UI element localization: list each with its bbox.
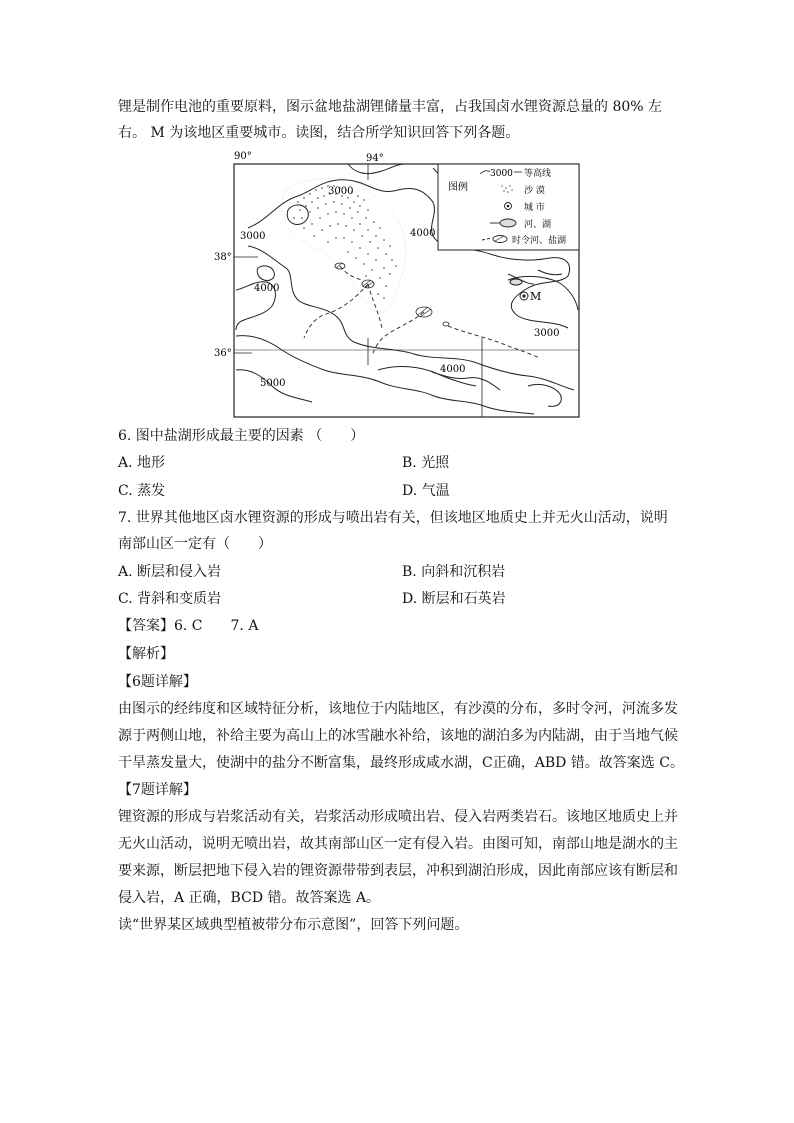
q7-detail-line: 锂资源的形成与岩浆活动有关，岩浆活动形成喷出岩、侵入岩两类岩石。该地区地质史上并 [118, 809, 678, 825]
contour-label: 3000 [534, 328, 560, 339]
legend-contour-sample: 3000 [490, 169, 513, 179]
q7-option-b: B. 向斜和沉积岩 [402, 564, 506, 580]
q7-stem-line-2: 南部山区一定有（ ） [118, 536, 272, 552]
intro-line-2: 右。 M 为该地区重要城市。读图，结合所学知识回答下列各题。 [118, 125, 520, 141]
q6-option-d: D. 气温 [402, 483, 450, 499]
legend-title: 图例 [448, 182, 468, 193]
contour-label: 3000 [328, 186, 354, 197]
q7-detail-line: 侵入岩，A 正确，BCD 错。故答案选 A。 [118, 890, 381, 906]
q7-option-c: C. 背斜和变质岩 [118, 591, 222, 607]
lat-label-38: 38° [214, 252, 232, 263]
closing-line: 读“世界某区域典型植被带分布示意图”，回答下列问题。 [118, 917, 469, 933]
lon-label-94: 94° [366, 153, 384, 164]
q6-option-b: B. 光照 [402, 455, 450, 471]
legend-item-city: 城 市 [524, 203, 545, 213]
q6-detail-line: 干旱蒸发量大，使湖中的盐分不断富集，最终形成咸水湖，C正确，ABD 错。故答案选 C。 [118, 755, 684, 771]
q6-detail-line: 源于两侧山地，补给主要为高山上的冰雪融水补给，该地的湖泊多为内陆湖，由于当地气候 [118, 728, 678, 744]
q7-option-d: D. 断层和石英岩 [402, 591, 506, 607]
intro-line-1: 锂是制作电池的重要原料，图示盆地盐湖锂储量丰富，占我国卤水锂资源总量的 80% 左 [118, 99, 663, 115]
q6-option-c: C. 蒸发 [118, 483, 166, 499]
q7-stem-line-1: 7. 世界其他地区卤水锂资源的形成与喷出岩有关，但该地区地质史上并无火山活动，说明 [118, 510, 668, 526]
city-m-label: M [530, 290, 542, 303]
legend-item-seasonal-salt: 时令河、盐湖 [512, 236, 567, 246]
contour-label: 4000 [254, 283, 280, 294]
q7-option-a: A. 断层和侵入岩 [118, 564, 222, 580]
q6-detail-line: 由图示的经纬度和区域特征分析，该地位于内陆地区，有沙漠的分布，多时令河，河流多发 [118, 701, 678, 717]
contour-label: 4000 [440, 364, 466, 375]
lat-label-36: 36° [214, 348, 232, 359]
lon-label-90: 90° [234, 151, 252, 162]
contour-label: 4000 [410, 228, 436, 239]
contour-label: 3000 [240, 231, 266, 242]
contour-label: 5000 [260, 378, 286, 389]
q7-detail-line: 无火山活动，说明无喷出岩，故其南部山区一定有侵入岩。由图可知，南部山地是湖水的主 [118, 836, 678, 852]
q7-detail-header: 【7题详解】 [118, 782, 197, 798]
map-svg [214, 150, 586, 422]
legend-item-river-lake: 河、湖 [524, 220, 552, 230]
legend-item-desert: 沙 漠 [524, 186, 545, 196]
q7-detail-line: 要来源，断层把地下侵入岩的锂资源带带到表层，冲积到湖泊形成，因此南部应该有断层和 [118, 863, 678, 879]
q6-detail-header: 【6题详解】 [118, 674, 197, 690]
answer-line: 【答案】6. C 7. A [118, 618, 259, 634]
q6-option-a: A. 地形 [118, 455, 166, 471]
analysis-label: 【解析】 [118, 646, 174, 662]
legend-item-contour: 等高线 [524, 169, 552, 179]
q6-stem: 6. 图中盐湖形成最主要的因素 （ ） [118, 428, 365, 444]
map-figure [214, 150, 586, 422]
map-legend [438, 164, 579, 250]
